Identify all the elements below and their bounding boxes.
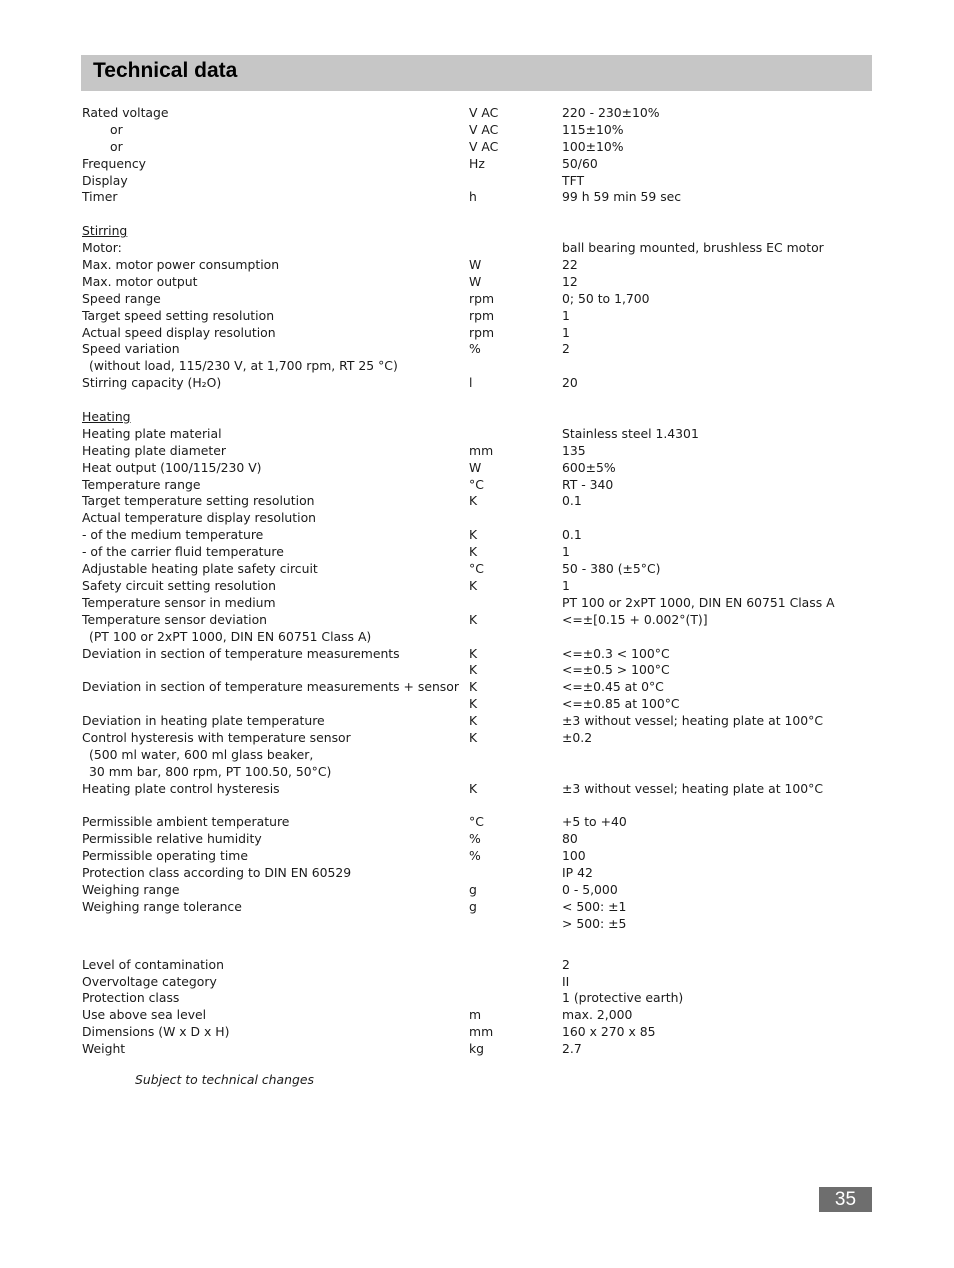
row-value: 20 [562, 375, 578, 391]
table-row [0, 173, 954, 190]
row-value: PT 100 or 2xPT 1000, DIN EN 60751 Class A [562, 594, 835, 610]
row-label: or [110, 138, 123, 154]
table-row [0, 612, 954, 629]
row-value: 0 - 5,000 [562, 881, 618, 897]
table-row [0, 957, 954, 974]
table-row [0, 426, 954, 443]
table-row [0, 257, 954, 274]
row-unit: K [469, 527, 478, 543]
row-unit: g [469, 881, 477, 897]
row-label: Temperature sensor deviation [82, 611, 268, 627]
row-unit: % [469, 848, 481, 864]
row-label: Motor: [82, 240, 122, 256]
table-row [0, 156, 954, 173]
table-row [0, 730, 954, 747]
row-label: Speed variation [82, 341, 180, 357]
row-label: Display [82, 172, 128, 188]
spacer-row [0, 798, 954, 815]
row-unit: V AC [469, 121, 499, 137]
table-row [0, 122, 954, 139]
row-value: 135 [562, 442, 586, 458]
row-value: <=±0.85 at 100°C [562, 696, 680, 712]
table-row [0, 1007, 954, 1024]
row-unit: K [469, 577, 478, 593]
table-row [0, 899, 954, 916]
table-row [0, 882, 954, 899]
row-value: ±3 without vessel; heating plate at 100°C [562, 713, 824, 729]
table-row [0, 848, 954, 865]
table-row [0, 781, 954, 798]
table-row [0, 990, 954, 1007]
row-label: (without load, 115/230 V, at 1,700 rpm, RT 25 °C) [89, 358, 398, 374]
row-value: 115±10% [562, 121, 624, 137]
table-row [0, 814, 954, 831]
row-unit: K [469, 696, 478, 712]
table-row [0, 764, 954, 781]
row-value: IP 42 [562, 865, 593, 881]
table-row [0, 493, 954, 510]
row-unit: m [469, 1007, 482, 1023]
row-value: 0; 50 to 1,700 [562, 290, 650, 306]
row-unit: kg [469, 1041, 485, 1057]
table-row [0, 544, 954, 561]
row-label: Heating plate diameter [82, 442, 226, 458]
row-label: Level of contamination [82, 956, 224, 972]
row-label: Use above sea level [82, 1007, 207, 1023]
table-row [0, 443, 954, 460]
row-value: 50 - 380 (±5°C) [562, 561, 661, 577]
row-value: 0.1 [562, 527, 582, 543]
section-heading: Heating [82, 409, 131, 425]
row-label: Weighing range tolerance [82, 898, 242, 914]
row-value: Stainless steel 1.4301 [562, 425, 699, 441]
row-value: 100 [562, 848, 586, 864]
table-row [0, 713, 954, 730]
table-row [0, 510, 954, 527]
row-unit: °C [469, 476, 484, 492]
table-row [0, 561, 954, 578]
row-label: Timer [82, 189, 118, 205]
footnote: Subject to technical changes [135, 1072, 314, 1087]
row-label: Control hysteresis with temperature sensor [82, 729, 351, 745]
table-row [0, 595, 954, 612]
table-row [0, 105, 954, 122]
row-label: Max. motor output [82, 273, 198, 289]
row-unit: W [469, 273, 482, 289]
row-value: 12 [562, 273, 578, 289]
row-value: 99 h 59 min 59 sec [562, 189, 682, 205]
row-unit: rpm [469, 307, 495, 323]
table-row [0, 1041, 954, 1058]
table-row [0, 747, 954, 764]
row-value: 2.7 [562, 1041, 582, 1057]
row-unit: K [469, 679, 478, 695]
row-unit: rpm [469, 324, 495, 340]
row-value: 1 [562, 324, 570, 340]
row-label: Target temperature setting resolution [82, 493, 315, 509]
table-row [0, 240, 954, 257]
row-unit: rpm [469, 290, 495, 306]
table-row [0, 527, 954, 544]
row-unit: °C [469, 561, 484, 577]
row-value: 2 [562, 956, 570, 972]
row-unit: K [469, 493, 478, 509]
row-label: 30 mm bar, 800 rpm, PT 100.50, 50°C) [89, 763, 332, 779]
row-value: 1 (protective earth) [562, 990, 684, 1006]
row-label: Weighing range [82, 881, 180, 897]
row-unit: K [469, 780, 478, 796]
row-value: 2 [562, 341, 570, 357]
row-value: 600±5% [562, 459, 616, 475]
row-unit: K [469, 713, 478, 729]
row-value: RT - 340 [562, 476, 614, 492]
row-value: 0.1 [562, 493, 582, 509]
row-unit: W [469, 257, 482, 273]
row-label: Temperature sensor in medium [82, 594, 276, 610]
row-label: Target speed setting resolution [82, 307, 275, 323]
row-label: Protection class according to DIN EN 60529 [82, 865, 352, 881]
row-value: < 500: ±1 [562, 898, 627, 914]
row-unit: W [469, 459, 482, 475]
row-unit: V AC [469, 138, 499, 154]
row-value: II [562, 973, 570, 989]
row-label: Actual speed display resolution [82, 324, 276, 340]
row-value: 22 [562, 257, 578, 273]
table-row [0, 223, 954, 240]
row-value: 1 [562, 307, 570, 323]
row-label: Stirring capacity (H₂O) [82, 375, 222, 391]
row-value: <=±0.5 > 100°C [562, 662, 670, 678]
row-unit: l [469, 375, 473, 391]
table-row [0, 341, 954, 358]
row-value: TFT [562, 172, 585, 188]
row-value: ball bearing mounted, brushless EC motor [562, 240, 824, 256]
table-row [0, 629, 954, 646]
row-value: 160 x 270 x 85 [562, 1024, 656, 1040]
row-label: Actual temperature display resolution [82, 510, 317, 526]
row-unit: K [469, 662, 478, 678]
row-unit: Hz [469, 155, 485, 171]
row-label: Permissible ambient temperature [82, 814, 290, 830]
row-label: Heating plate material [82, 425, 222, 441]
row-label: Safety circuit setting resolution [82, 577, 276, 593]
section-header-bar [81, 55, 872, 91]
table-row [0, 375, 954, 392]
row-value: 220 - 230±10% [562, 105, 660, 120]
table-row [0, 679, 954, 696]
row-label: Weight [82, 1041, 126, 1057]
row-unit: °C [469, 814, 484, 830]
table-row [0, 308, 954, 325]
row-unit: K [469, 611, 478, 627]
row-label: Deviation in heating plate temperature [82, 713, 325, 729]
table-row [0, 189, 954, 206]
row-unit: V AC [469, 105, 499, 120]
row-label: Adjustable heating plate safety circuit [82, 561, 318, 577]
table-row [0, 325, 954, 342]
table-row [0, 662, 954, 679]
row-label: Temperature range [82, 476, 201, 492]
table-row [0, 578, 954, 595]
row-value: <=±0.3 < 100°C [562, 645, 670, 661]
row-value: +5 to +40 [562, 814, 627, 830]
row-value: 1 [562, 577, 570, 593]
technical-data-table [0, 105, 954, 1058]
row-value: <=±[0.15 + 0.002°(T)] [562, 611, 708, 627]
table-row [0, 477, 954, 494]
row-unit: mm [469, 1024, 494, 1040]
table-row [0, 865, 954, 882]
row-label: Speed range [82, 290, 161, 306]
row-label: Frequency [82, 155, 147, 171]
page-number: 35 [819, 1187, 872, 1212]
row-label: - of the medium temperature [82, 527, 264, 543]
table-row [0, 696, 954, 713]
row-label: (500 ml water, 600 ml glass beaker, [89, 746, 314, 762]
table-row [0, 974, 954, 991]
row-unit: K [469, 729, 478, 745]
row-label: Permissible relative humidity [82, 831, 262, 847]
row-label: (PT 100 or 2xPT 1000, DIN EN 60751 Class A) [89, 628, 372, 644]
row-value: 80 [562, 831, 578, 847]
row-label: Deviation in section of temperature measurements + sensor [82, 679, 459, 695]
spacer-row [0, 206, 954, 223]
section-heading: Stirring [82, 223, 128, 239]
row-unit: % [469, 831, 481, 847]
row-label: Rated voltage [82, 105, 169, 120]
row-label: or [110, 121, 123, 137]
spacer-row [0, 392, 954, 409]
row-value: ±3 without vessel; heating plate at 100°C [562, 780, 824, 796]
row-unit: K [469, 544, 478, 560]
row-label: - of the carrier fluid temperature [82, 544, 284, 560]
table-row [0, 916, 954, 933]
table-row [0, 274, 954, 291]
page-title: Technical data [93, 59, 238, 82]
table-row [0, 139, 954, 156]
row-unit: g [469, 898, 477, 914]
row-value: 1 [562, 544, 570, 560]
row-value: 50/60 [562, 155, 598, 171]
row-label: Protection class [82, 990, 180, 1006]
table-row [0, 409, 954, 426]
row-label: Dimensions (W x D x H) [82, 1024, 230, 1040]
row-unit: % [469, 341, 481, 357]
row-value: > 500: ±5 [562, 915, 627, 931]
table-row [0, 1024, 954, 1041]
row-value: max. 2,000 [562, 1007, 633, 1023]
row-label: Heating plate control hysteresis [82, 780, 280, 796]
table-row [0, 358, 954, 375]
row-value: 100±10% [562, 138, 624, 154]
row-label: Max. motor power consumption [82, 257, 280, 273]
table-row [0, 460, 954, 477]
spacer-row [0, 933, 954, 957]
row-unit: mm [469, 442, 494, 458]
table-row [0, 646, 954, 663]
row-label: Overvoltage category [82, 973, 217, 989]
row-unit: h [469, 189, 477, 205]
row-unit: K [469, 645, 478, 661]
row-value: ±0.2 [562, 729, 593, 745]
row-label: Deviation in section of temperature measurements [82, 645, 400, 661]
row-value: <=±0.45 at 0°C [562, 679, 664, 695]
table-row [0, 291, 954, 308]
table-row [0, 831, 954, 848]
row-label: Heat output (100/115/230 V) [82, 459, 262, 475]
row-label: Permissible operating time [82, 848, 248, 864]
